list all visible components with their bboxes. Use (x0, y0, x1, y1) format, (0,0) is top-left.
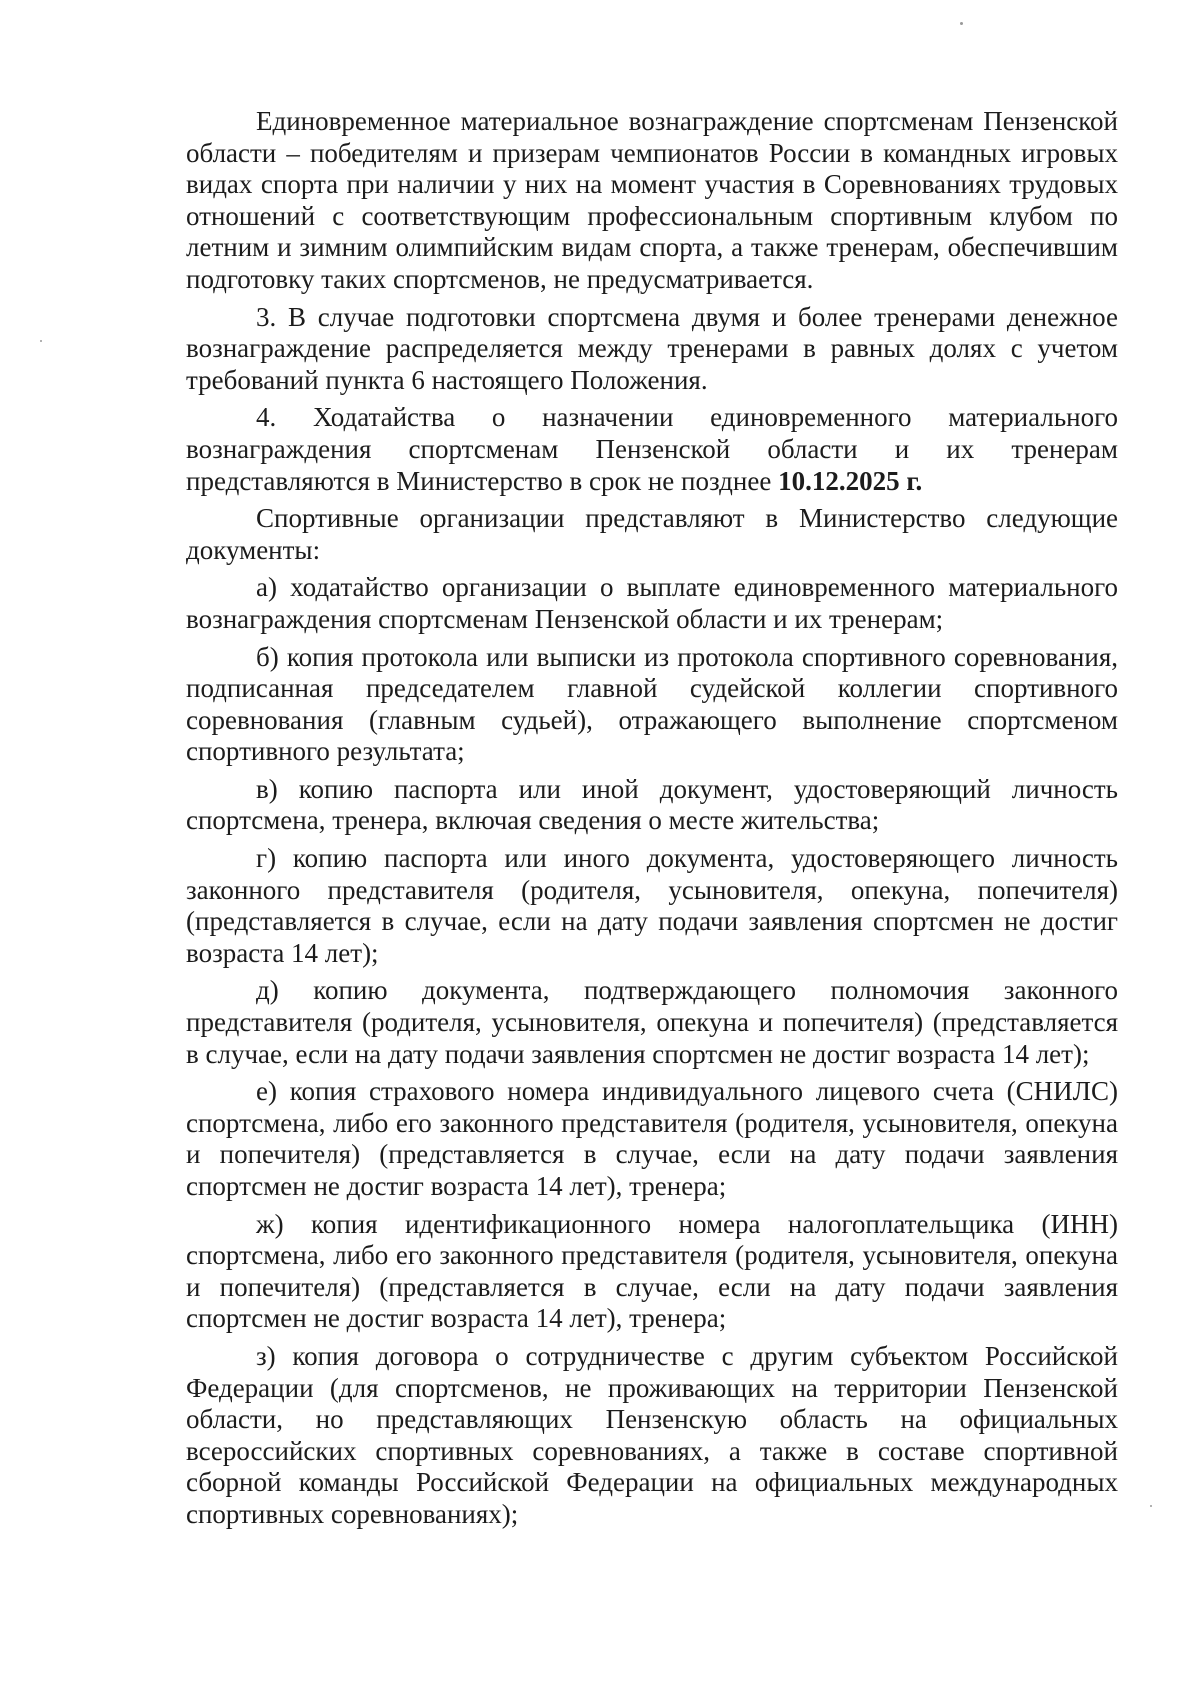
list-item-a: а) ходатайство организации о выплате единовременного материального вознаграждения спортсменам Пензенской области и их тренерам; (186, 572, 1118, 634)
paragraph-no-reward: Единовременное материальное вознаграждение спортсменам Пензенской области – победителям и призерам чемпионатов России в командных игровых видах спорта при наличии у них на момент участия в Соревнованиях трудовых отношений с соответствующим профессиональным спортивным клубом по летним и зимним олимпийским видам спорта, а также тренерам, обеспечившим подготовку таких спортсменов, не предусматривается. (186, 106, 1118, 294)
list-item-z: з) копия договора о сотрудничестве с другим субъектом Российской Федерации (для спортсменов, не проживающих на территории Пензенской области, но представляющих Пензенскую область на официальных всероссийских спортивных соревнованиях, а также в составе спортивной сборной команды Российской Федерации на официальных международных спортивных соревнованиях); (186, 1340, 1118, 1529)
list-item-g: г) копию паспорта или иного документа, удостоверяющего личность законного представителя (родителя, усыновителя, опекуна, попечителя) (представляется в случае, если на дату подачи заявления спортсмен не достиг возраста 14 лет); (186, 843, 1118, 968)
scan-speck (960, 22, 963, 25)
paragraph-documents-intro: Спортивные организации представляют в Министерство следующие документы: (186, 503, 1118, 565)
paragraph-4-text: 4. Ходатайства о назначении единовременного материального вознаграждения спортсменам Пензенской области и их тренерам представляются в Министерство в срок не позднее (186, 402, 1118, 496)
scan-speck (40, 340, 42, 342)
document-body (186, 106, 1118, 1533)
scan-speck (1150, 1505, 1152, 1507)
list-item-b: б) копия протокола или выписки из протокола спортивного соревнования, подписанная председателем главной судейской коллегии спортивного соревнования (главным судьей), отражающего выполнение спортсменом спортивного результата; (186, 641, 1118, 767)
paragraph-4-petitions (186, 402, 1118, 497)
list-item-v: в) копию паспорта или иной документ, удостоверяющий личность спортсмена, тренера, включая сведения о месте жительства; (186, 773, 1118, 836)
deadline-date: 10.12.2025 г. (778, 465, 923, 496)
paragraph-3-coaches-share: 3. В случае подготовки спортсмена двумя и более тренерами денежное вознаграждение распределяется между тренерами в равных долях с учетом требований пункта 6 настоящего Положения. (186, 301, 1118, 395)
list-item-d: д) копию документа, подтверждающего полномочия законного представителя (родителя, усыновителя, опекуна и попечителя) (представляется в случае, если на дату подачи заявления спортсмен не достиг возраста 14 лет); (186, 975, 1118, 1069)
list-item-e: е) копия страхового номера индивидуального лицевого счета (СНИЛС) спортсмена, либо его законного представителя (родителя, усыновителя, опекуна и попечителя) (представляется в случае, если на дату подачи заявления спортсмен не достиг возраста 14 лет), тренера; (186, 1076, 1118, 1201)
list-item-zh: ж) копия идентификационного номера налогоплательщика (ИНН) спортсмена, либо его законного представителя (родителя, усыновителя, опекуна и попечителя) (представляется в случае, если на дату подачи заявления спортсмен не достиг возраста 14 лет), тренера; (186, 1208, 1118, 1334)
